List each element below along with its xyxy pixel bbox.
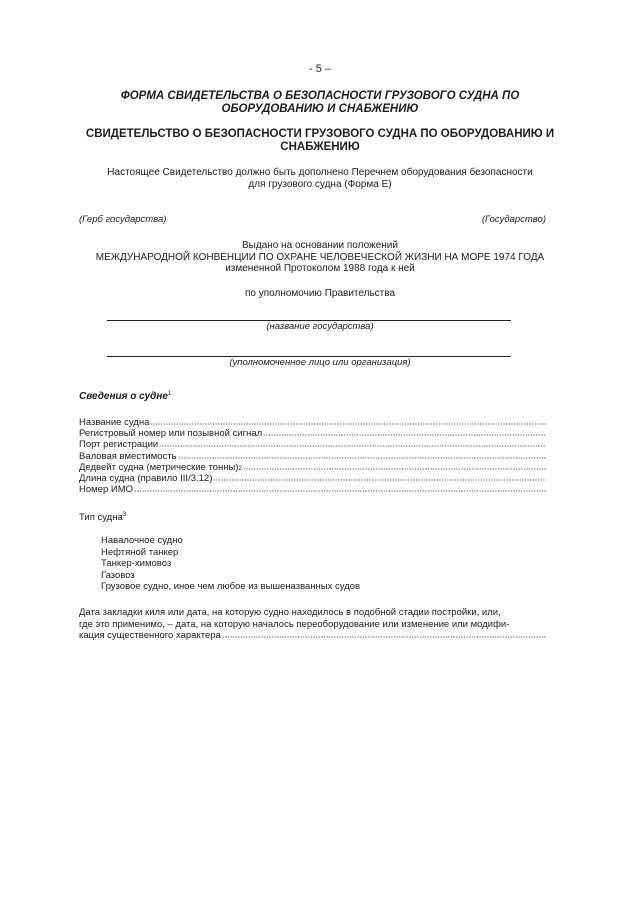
fill-in-dots[interactable]	[150, 417, 546, 425]
field-label: Длина судна (правило III/3.12)	[79, 472, 213, 484]
ship-type-option: Газовоз	[101, 569, 135, 581]
field-gross-tonnage	[79, 451, 546, 462]
issued-under-line-1: Выдано на основании положений	[242, 240, 398, 251]
ship-type-option: Нефтяной танкер	[101, 546, 179, 558]
ship-particulars-heading-text: Сведения о судне	[79, 391, 168, 402]
fill-in-dots[interactable]	[243, 462, 546, 470]
certificate-title-line-2: СНАБЖЕНИЮ	[280, 141, 360, 153]
page-number: - 5 –	[308, 63, 331, 75]
issued-under-line-3: измененной Протоколом 1988 года к ней	[225, 263, 415, 274]
issued-under-block	[60, 240, 580, 275]
field-ship-name	[79, 417, 546, 428]
ship-type-options	[101, 535, 360, 593]
fill-in-dots[interactable]	[222, 630, 546, 638]
keel-date-line-3-text: кация существенного характера	[79, 630, 221, 641]
supplement-note-line-2: для грузового судна (Форма Е)	[248, 179, 392, 190]
fill-in-dots[interactable]	[213, 473, 546, 481]
field-ship-length	[79, 473, 546, 484]
fill-in-dots[interactable]	[263, 428, 546, 436]
issued-under-line-2: МЕЖДУНАРОДНОЙ КОНВЕНЦИИ ПО ОХРАНЕ ЧЕЛОВЕЧЕСКОЙ ЖИЗНИ НА МОРЕ 1974 ГОДА	[95, 251, 545, 263]
field-label: Порт регистрации	[79, 439, 159, 451]
fill-in-dots[interactable]	[159, 439, 546, 447]
ship-type-option: Танкер-химовоз	[101, 558, 172, 570]
authority-line: по уполномочию Правительства	[244, 288, 395, 299]
form-title	[90, 90, 550, 116]
emblem-label: (Герб государства)	[79, 214, 167, 225]
keel-date-paragraph	[79, 607, 546, 642]
supplement-note-line-1: Настоящее Свидетельство должно быть дополнено Перечнем оборудования безопасности	[107, 167, 533, 178]
footnote-marker: 3	[122, 512, 127, 518]
field-port-of-registry	[79, 439, 546, 450]
fill-in-dots[interactable]	[178, 451, 546, 459]
field-label: Название судна	[79, 417, 150, 428]
form-title-line-2: ОБОРУДОВАНИЮ И СНАБЖЕНИЮ	[221, 103, 419, 115]
ship-type-label-text: Тип судна	[79, 512, 123, 523]
field-label: Регистровый номер или позывной сигнал	[79, 428, 263, 440]
certificate-title	[70, 128, 570, 154]
field-label: Номер ИМО	[79, 484, 134, 496]
supplement-note	[80, 167, 560, 191]
field-label: Валовая вместимость	[79, 450, 177, 462]
ship-particulars-heading	[79, 391, 171, 402]
field-deadweight: Дедвейт судна (метрические тонны) 2	[79, 462, 546, 473]
ship-type-option: Навалочное судно	[101, 535, 183, 546]
footnote-marker: 1	[167, 391, 172, 397]
keel-date-line-3	[79, 630, 546, 642]
certificate-title-line-1: СВИДЕТЕЛЬСТВО О БЕЗОПАСНОСТИ ГРУЗОВОГО СУДНА ПО ОБОРУДОВАНИЮ И	[85, 128, 555, 140]
keel-date-line-2: где это применимо, – дата, на которую началось переоборудование или изменение или модифи-	[79, 618, 510, 630]
ship-type-option: Грузовое судно, иное чем любое из вышеназванных судов	[101, 581, 361, 593]
fill-in-dots[interactable]	[134, 484, 546, 492]
field-registry-number	[79, 428, 546, 439]
field-label: Дедвейт судна (метрические тонны)	[79, 461, 239, 473]
form-title-line-1: ФОРМА СВИДЕТЕЛЬСТВА О БЕЗОПАСНОСТИ ГРУЗОВОГО СУДНА ПО	[120, 90, 520, 102]
keel-date-line-1: Дата закладки киля или дата, на которую судно находилось в подобной стадии постройки, или,	[79, 607, 501, 618]
state-name-caption: (название государства)	[266, 321, 374, 332]
ship-particulars-fields	[79, 417, 546, 495]
state-label: (Государство)	[481, 214, 546, 225]
authorized-person-caption: (уполномоченное лицо или организация)	[229, 357, 411, 368]
ship-type-label	[79, 512, 126, 523]
field-imo-number	[79, 484, 546, 495]
